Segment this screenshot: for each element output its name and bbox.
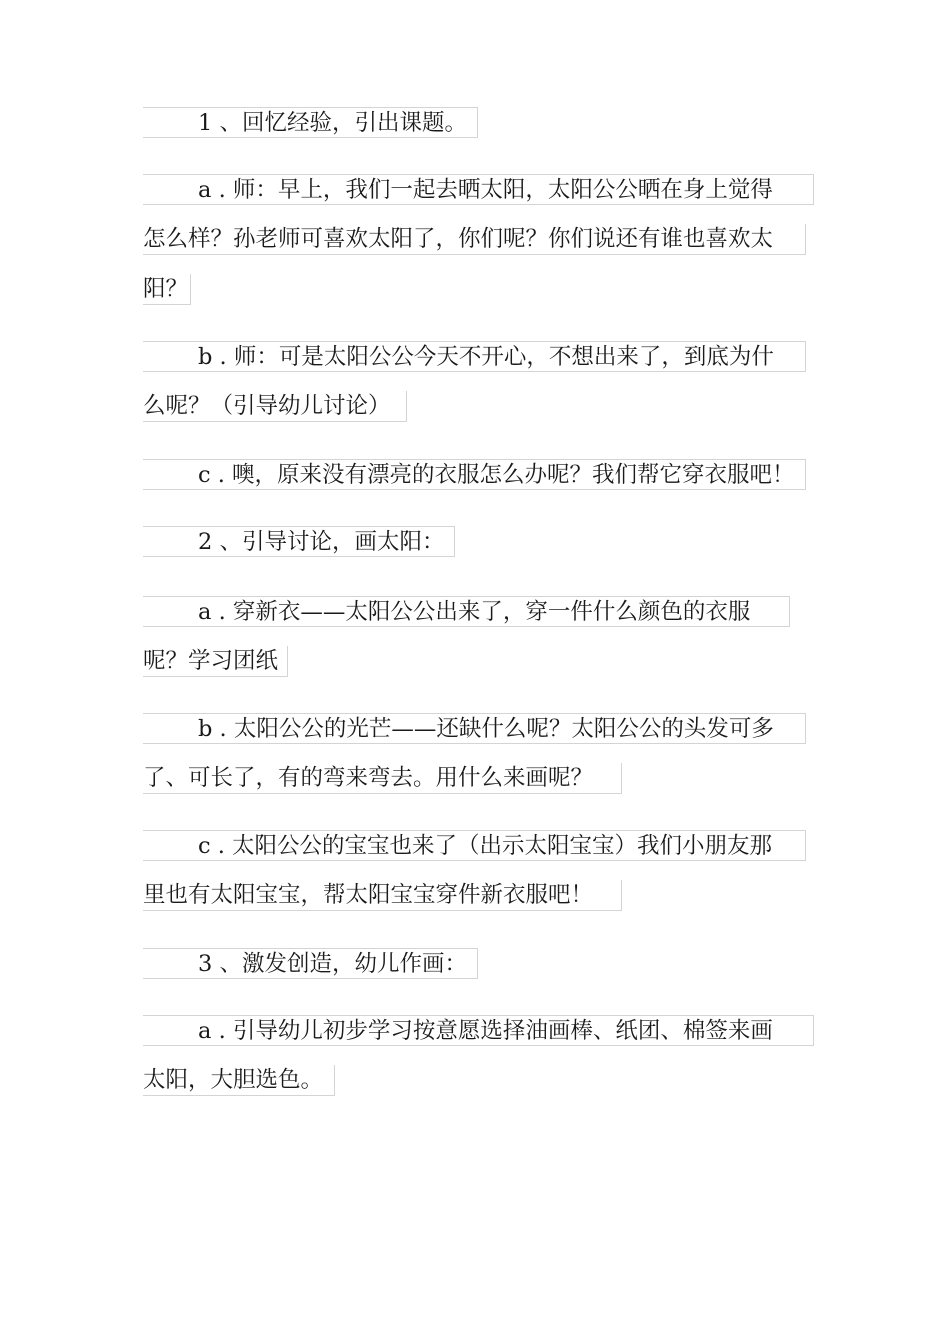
paragraph-line: a . 穿新衣——太阳公公出来了，穿一件什么颜色的衣服 <box>143 596 790 627</box>
paragraph-line: 阳？ <box>143 274 191 305</box>
paragraph-line: b . 师：可是太阳公公今天不开心，不想出来了，到底为什 <box>143 341 806 372</box>
paragraph-line: a . 师：早上，我们一起去晒太阳，太阳公公晒在身上觉得 <box>143 174 814 205</box>
paragraph-line: 么呢？（引导幼儿讨论） <box>143 391 407 422</box>
heading-step-3: 3 、激发创造，幼儿作画： <box>143 948 478 979</box>
paragraph-line: 呢？学习团纸 <box>143 646 288 677</box>
paragraph-line: 了、可长了，有的弯来弯去。用什么来画呢？ <box>143 763 622 794</box>
paragraph-line: c . 噢，原来没有漂亮的衣服怎么办呢？我们帮它穿衣服吧！ <box>143 459 806 490</box>
heading-step-2: 2 、引导讨论，画太阳： <box>143 526 455 557</box>
paragraph-line: c . 太阳公公的宝宝也来了（出示太阳宝宝）我们小朋友那 <box>143 830 806 861</box>
paragraph-line: a . 引导幼儿初步学习按意愿选择油画棒、纸团、棉签来画 <box>143 1015 814 1046</box>
paragraph-line: 里也有太阳宝宝，帮太阳宝宝穿件新衣服吧！ <box>143 880 622 911</box>
heading-step-1: 1 、回忆经验，引出课题。 <box>143 107 478 138</box>
paragraph-line: 太阳，大胆选色。 <box>143 1065 335 1096</box>
paragraph-line: 怎么样？孙老师可喜欢太阳了，你们呢？你们说还有谁也喜欢太 <box>143 224 806 255</box>
paragraph-line: b . 太阳公公的光芒——还缺什么呢？太阳公公的头发可多 <box>143 713 806 744</box>
